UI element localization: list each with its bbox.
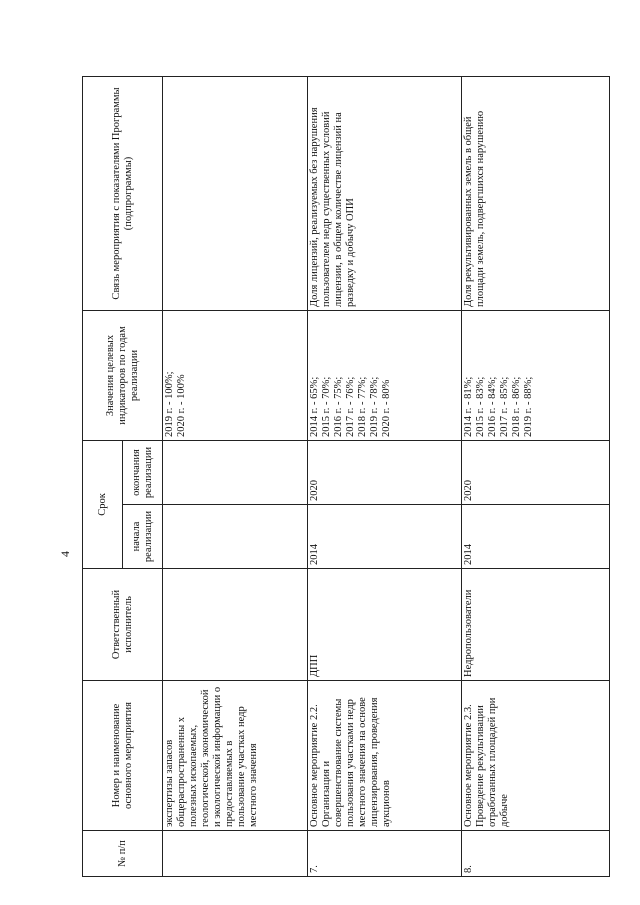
page-number: 4 <box>58 551 72 557</box>
row-indicators: 2014 г. - 81%; 2015 г. - 83%; 2016 г. - 84%; 2017 г. - 85%; 2018 г. - 86%; 2019 г. - 88%; <box>462 310 610 440</box>
row-executor: ДПП <box>308 569 462 681</box>
table-row <box>163 76 308 876</box>
row-name: Основное мероприятие 2.2. Организация и совершенствование системы пользования участками недр местного значения на основе лицензирования, проведения аукционов <box>308 681 462 831</box>
header-term-start: начала реализации <box>123 505 163 569</box>
header-executor: Ответственный исполнитель <box>83 569 163 681</box>
table-row <box>308 76 462 876</box>
row-executor: Недропользователи <box>462 569 610 681</box>
measures-table <box>82 76 610 877</box>
row-num <box>163 831 308 877</box>
header-name: Номер и наименование основного мероприятия <box>83 681 163 831</box>
row-name: Основное мероприятие 2.3. Проведение рекультивации отработанных площадей при добыче <box>462 681 610 831</box>
row-end <box>163 440 308 504</box>
row-end: 2020 <box>308 440 462 504</box>
header-term: Срок <box>83 440 123 568</box>
row-name: экспертизы запасов общераспространенны х полезных ископаемых, геологической, экономической и экологической информации о предоставляемых в пользование участках недр местного значения <box>163 681 308 831</box>
header-indicators: Значения целевых индикаторов по годам реализации <box>83 310 163 440</box>
row-link <box>163 76 308 310</box>
row-link: Доля лицензий, реализуемых без нарушения пользователем недр существенных условий лицензии, в общем количестве лицензий на разведку и добычу ОПИ <box>308 76 462 310</box>
row-indicators: 2019 г. - 100%; 2020 г. - 100% <box>163 310 308 440</box>
row-start <box>163 505 308 569</box>
row-start: 2014 <box>462 505 610 569</box>
row-num: 8. <box>462 831 610 877</box>
row-executor <box>163 569 308 681</box>
table-row <box>462 76 610 876</box>
row-num: 7. <box>308 831 462 877</box>
header-term-end: окончания реализации <box>123 440 163 504</box>
header-num: № п/п <box>83 831 163 877</box>
header-link: Связь мероприятия с показателями Программы (подпрограммы) <box>83 76 163 310</box>
row-end: 2020 <box>462 440 610 504</box>
row-link: Доля рекультивированных земель в общей площади земель, подвергшихся нарушению <box>462 76 610 310</box>
row-indicators: 2014 г. - 65%; 2015 г. - 70%; 2016 г. - 75%; 2017 г. - 76%; 2018 г. - 77%; 2019 г. - 78%; 2020 г. - 80% <box>308 310 462 440</box>
row-start: 2014 <box>308 505 462 569</box>
